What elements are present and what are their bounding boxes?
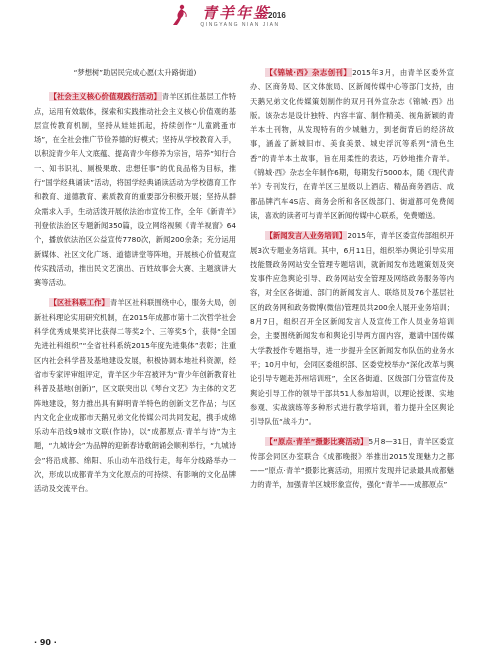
left-column — [34, 66, 236, 503]
section-tag: 【《锦城·西》杂志创刊】 — [265, 68, 352, 77]
article-section — [250, 229, 454, 429]
article-section — [34, 90, 236, 290]
logo-year: 2016 — [268, 11, 286, 20]
section-text: 5月8—31日，青羊区委宣传部会同区办室联合《成都晚报》举推出2015发现魅力之都——“原点·青羊”摄影比赛活动，用照片发现并记录最具成都魅力的青羊，加强青羊区城形象宣传，强化“青羊——成都原点” — [250, 437, 454, 490]
article-section — [250, 66, 454, 223]
section-text: 2015年3月，由青羊区委外宣办、区商务局、区文体旅局、区新闻传媒中心等部门支持，由天鹅兄弟文化传媒策划制作的双月刊外宣杂志《锦城·西》出版。该杂志是设计独特、内容丰富、制作精美、视角新颖的青羊本土刊物，从发现特有的少城魅力，到老街背后的经济故事，涵盖了新城旧市、美食美景、城史浮沉等系列“清色生香”的青羊本土故事，旨在用柔性的表达，巧妙地推介青羊。《锦城·西》杂志全年制作6期，每期发行5000本，随《现代青羊》专刊发行，在青羊区三星级以上酒店、精品商务酒店、成都品牌汽车4S店、商务会所和各区级部门、街道都可免费阅读，喜欢的读者可与青羊区新闻传媒中心联系，免费赠送。 — [250, 68, 454, 220]
section-tag: 【区社科联工作】 — [49, 298, 109, 308]
right-column — [250, 66, 454, 499]
section-tag: 【“原点·青羊”摄影比赛活动】 — [265, 437, 368, 447]
section-text: 青羊区抓住基层工作特点，运用有效载体，探索和实践推动社会主义核心价值观的基层宣传教育机制，坚持从娃娃抓起，持续创作“儿童跳蚤市场”，在全社会推广节俭养德的好模式；坚持从学校教育入手，以积淀青少年人文底蕴、提高青少年修养为宗旨，培养“知行合一、知书识礼、厕极果敢、忠想任事”的优良品格为目标，推行“国学经典诵读”活动，将国学经典诵读活动为学校德育工作和教育、道德教育、素质教育的重要部分积极开展；坚持从群众需求入手，生动活泼开展依法治市宣传工作，全年《新青羊》刊登依法治区专题新闻350篇，设立网络视频《青羊视窗》64个，播放依法治区公益宣传7780次，新闻200余条；充分运用新媒体、社区文化广场、道德讲堂等阵地，开展核心价值观宣传实践活动，推出民文艺演出、百姓故事会大赛、主题演讲大赛等活动。 — [34, 92, 237, 288]
section-text: 2015年，青羊区委宣传部组织开展3次专题业务培训。其中，6月11日，组织举办舆论引导实用技能暨政务网站安全管理专题培训，就新闻发布选题策划及突发事件应急舆论引导、政务网站安全管理及网络政务服务等内容，对全区各街道、部门的新闻发言人、联络员及76个基层社区的政务网和政务微博(微信)管理员共200余人展开业务培训；8月7日，组织召开全区新闻发言人及宣传工作人员业务培训会，主要围绕新闻发布和舆论引导两方面内容，邀请中国传媒大学教授作专题指导，进一步提升全区新闻发布队伍的业务水平；10月中旬，会同区委组织部、区委党校举办“深化改革与舆论引导专题赴苏州培训班”，全区各街道、区级部门分管宣传及舆论引导工作的领导干部共51人参加培训，以理论授课、实地参观、实战演练等多种形式进行教学培训，着力提升全区舆论引导队伍“战斗力”。 — [250, 231, 454, 427]
logo-subtitle: QINGYANG NIAN JIAN — [200, 22, 280, 28]
article-section — [250, 435, 454, 492]
page-number: · 90 · — [34, 638, 57, 647]
section-tag: 【社会主义核心价值观践行活动】 — [49, 92, 161, 102]
figure-silhouette-icon — [172, 4, 188, 26]
photo-caption: “梦想树”助居民完成心愿(太升路街道) — [73, 68, 197, 77]
section-text: 青羊区社科联围绕中心，服务大局，创新社科理论实用研究机制，在2015年成都市第十二次哲学社会科学优秀成果奖评比获得二等奖2个、三等奖5个，获得“全国先进社科组织”“全省社科系统2015年度先进集体”表彰；注重区内社会科学普及基地建设发展，积极协调本地社科资源，经省市专家评审组评定，青羊区少年宫被评为“青少年创新教育社科普及基地(创新)”，区文联突出以《琴台文艺》为主体的文艺阵地建设，努力推出具有鲜明青羊特色的创新文艺作品；与区内文化企业成都市天鹅兄弟文化传媒公司共同发起，携手成绵乐动车沿线9城市文联(作协)，以“成都原点·青羊与诗”为主题，“九城诗会”为品牌的迎新春诗歌朗诵会顺利举行，“九城诗会”将沿成都、绵阳、乐山动车沿线行走，每年分线路举办一次，形成以成都青羊为文化原点的可持续、有影响的文化品牌活动及交流平台。 — [34, 298, 237, 494]
section-tag: 【新闻发言人业务培训】 — [265, 231, 347, 241]
logo-title: 青羊年鉴 — [201, 4, 270, 22]
page-header — [0, 0, 480, 40]
article-section — [34, 296, 236, 496]
yearbook-logo — [190, 2, 290, 36]
